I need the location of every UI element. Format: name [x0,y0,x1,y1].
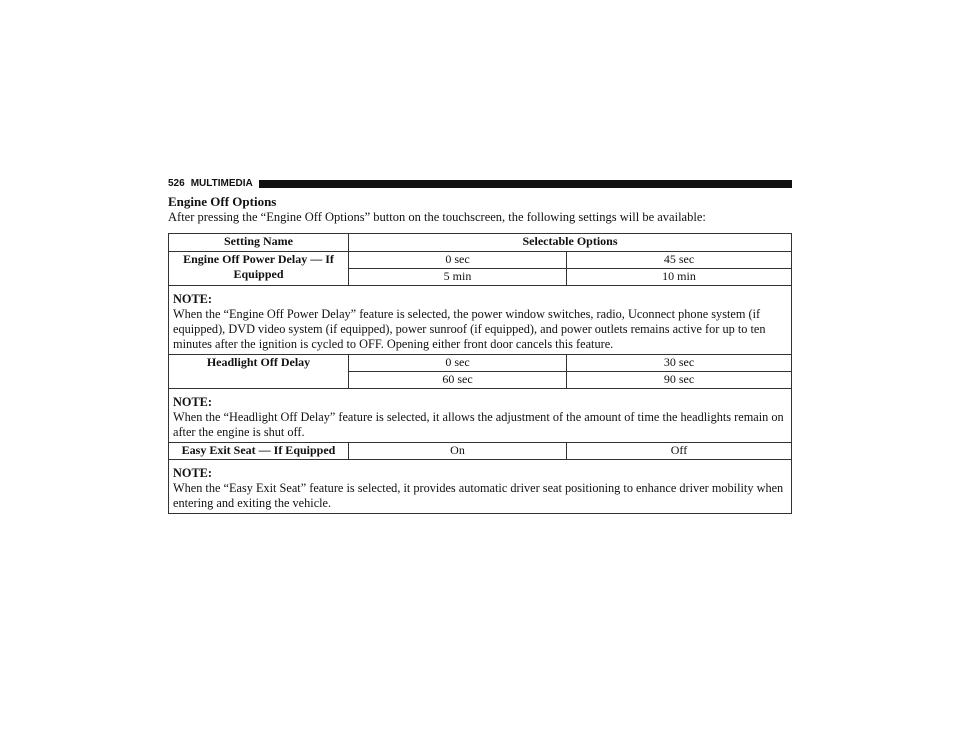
note-label: NOTE: [173,292,212,306]
header-rule [259,180,792,188]
option-cell: 45 sec [567,252,792,269]
option-cell: 10 min [567,269,792,286]
note-text: When the “Engine Off Power Delay” feature is selected, the power window switches, radio, Uconnect phone system (if equipped), DVD video system (if equipped), power sunroof (if equipped), and power outlets remains active for up to ten minutes after the ignition is cycled to OFF. Opening either front door cancels this feature. [173,307,766,351]
intro-text: After pressing the “Engine Off Options” button on the touchscreen, the following settings will be available: [168,210,706,224]
note-text: When the “Headlight Off Delay” feature is selected, it allows the adjustment of the amount of time the headlights remain on after the engine is shut off. [173,410,784,439]
table-row [169,252,792,269]
option-cell: 30 sec [567,355,792,372]
option-cell: 0 sec [349,252,567,269]
option-cell: 90 sec [567,372,792,389]
header-setting-name: Setting Name [169,234,349,252]
note-row [169,460,792,514]
table-row [169,355,792,372]
option-cell: 5 min [349,269,567,286]
table-header-row [169,234,792,252]
note-row [169,286,792,355]
page-number: 526 [168,178,185,189]
setting-name-headlight-off-delay: Headlight Off Delay [169,355,349,389]
settings-table [168,233,792,514]
table-row [169,443,792,460]
option-cell: Off [567,443,792,460]
option-cell: On [349,443,567,460]
note-label: NOTE: [173,395,212,409]
note-label: NOTE: [173,466,212,480]
setting-name-easy-exit-seat: Easy Exit Seat — If Equipped [169,443,349,460]
page-title: Engine Off Options [168,194,277,209]
setting-name-engine-off-power-delay: Engine Off Power Delay — If Equipped [169,252,349,286]
page-header [168,178,792,190]
note-text: When the “Easy Exit Seat” feature is selected, it provides automatic driver seat positioning to enhance driver mobility when entering and exiting the vehicle. [173,481,784,510]
note-row [169,389,792,443]
option-cell: 60 sec [349,372,567,389]
option-cell: 0 sec [349,355,567,372]
header-selectable-options: Selectable Options [349,234,792,252]
section-title: MULTIMEDIA [190,178,253,189]
